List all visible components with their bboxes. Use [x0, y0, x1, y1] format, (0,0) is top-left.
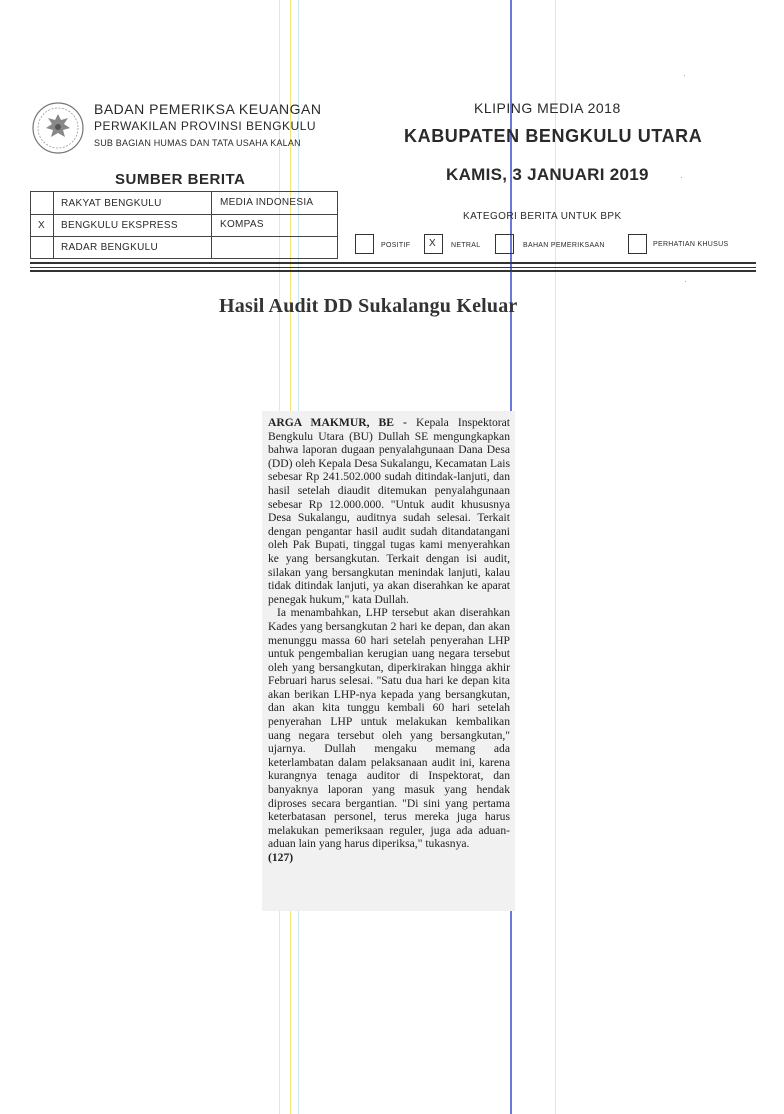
source-rakyat-bengkulu: RAKYAT BENGKULU [61, 198, 162, 209]
article-paragraph [268, 416, 510, 606]
kategori-netral-label: NETRAL [451, 242, 481, 249]
header-rule [30, 267, 756, 268]
table-divider [53, 192, 54, 258]
article-author-code: (127) [268, 851, 294, 864]
kategori-perhatian-khusus-checkbox [628, 234, 647, 254]
kategori-positif-checkbox [355, 234, 374, 254]
kategori-positif-label: POSITIF [381, 242, 411, 249]
kategori-title: KATEGORI BERITA UNTUK BPK [463, 211, 622, 222]
bpk-garuda-logo [30, 100, 86, 156]
org-subdivision: SUB BAGIAN HUMAS DAN TATA USAHA KALAN [94, 138, 301, 148]
scan-speckle: · [683, 70, 686, 80]
table-divider [31, 214, 337, 215]
article-headline: Hasil Audit DD Sukalangu Keluar [219, 295, 518, 317]
article-dateline: ARGA MAKMUR, BE - [268, 416, 407, 429]
article-body [268, 416, 510, 865]
publication-date: KAMIS, 3 JANUARI 2019 [446, 165, 649, 184]
kategori-bahan-pemeriksaan-label: BAHAN PEMERIKSAAN [523, 242, 605, 249]
kategori-perhatian-khusus-label: PERHATIAN KHUSUS [653, 241, 729, 248]
kabupaten-title: KABUPATEN BENGKULU UTARA [404, 126, 703, 146]
article-paragraph-1: Kepala Inspektorat Bengkulu Utara (BU) Dullah SE mengungkapkan bahwa laporan dugaan penyalahgunaan Dana Desa (DD) oleh Kepala Desa Sukalangu, Kecamatan Lais sebesar Rp 241.502.000 sudah ditindak-lanjuti, dan hasil setelah diaudit ditemukan penyalahgunaan sebesar Rp 12.000.000. "Untuk audit khususnya Desa Sukalangu, auditnya sudah selesai. Terkait dengan pengantar hasil audit sudah ditandatangani oleh Pak Bupati, tinggal tugas kami menyerahkan ke yang bersangkutan. Terkait dengan isi audit, silakan yang bersangkutan menindak lanjuti, kalau tidak ditindak lanjuti, ya akan diserahkan ke aparat penegak hukum," kata Dullah. [268, 416, 510, 606]
org-name: BADAN PEMERIKSA KEUANGAN [94, 101, 322, 117]
sumber-berita-title: SUMBER BERITA [115, 171, 246, 188]
source-bengkulu-ekspress: BENGKULU EKSPRESS [61, 220, 178, 231]
source-selected-mark: X [38, 220, 45, 231]
kategori-netral-checkbox [424, 234, 443, 254]
org-branch: PERWAKILAN PROVINSI BENGKULU [94, 119, 317, 133]
kategori-bahan-pemeriksaan-checkbox [495, 234, 514, 254]
table-divider [211, 192, 212, 258]
source-kompas: KOMPAS [220, 219, 264, 230]
scan-speckle: · [680, 172, 683, 182]
scan-speckle: · [684, 276, 687, 286]
source-radar-bengkulu: RADAR BENGKULU [61, 242, 158, 253]
article-clipping [262, 411, 515, 911]
article-paragraph-2: Ia menambahkan, LHP tersebut akan diserahkan Kades yang bersangkutan 2 hari ke depan, dan akan menunggu massa 60 hari setelah penyerahan LHP untuk pengembalian kerugian uang negara tersebut oleh yang bersangkutan, diperkirakan hingga akhir Februari harus selesai. "Satu dua hari ke depan kita akan berikan LHP-nya kepada yang bersangkutan, dan akan kita tunggu kembali 60 hari setelah penyerahan LHP untuk melakukan kembalikan uang negara tersebut oleh yang bersangkutan," ujarnya. Dullah mengaku memang ada keterlambatan dalam pelaksanaan audit ini, karena kurangnya tenaga auditor di Inspektorat, dan banyaknya laporan yang masuk yang hendak diproses secara bergantian. "Di sini yang pertama keterbatasan personel, terus mereka juga harus melakukan pemeriksaan reguler, juga ada aduan-aduan lain yang harus diperiksa," tukasnya. [268, 606, 510, 851]
checked-mark: X [429, 238, 436, 249]
table-divider [31, 236, 337, 237]
header-rule [30, 270, 756, 272]
source-table [30, 191, 338, 259]
kliping-title: KLIPING MEDIA 2018 [474, 100, 621, 116]
header-rule [30, 262, 756, 264]
source-media-indonesia: MEDIA INDONESIA [220, 197, 314, 208]
